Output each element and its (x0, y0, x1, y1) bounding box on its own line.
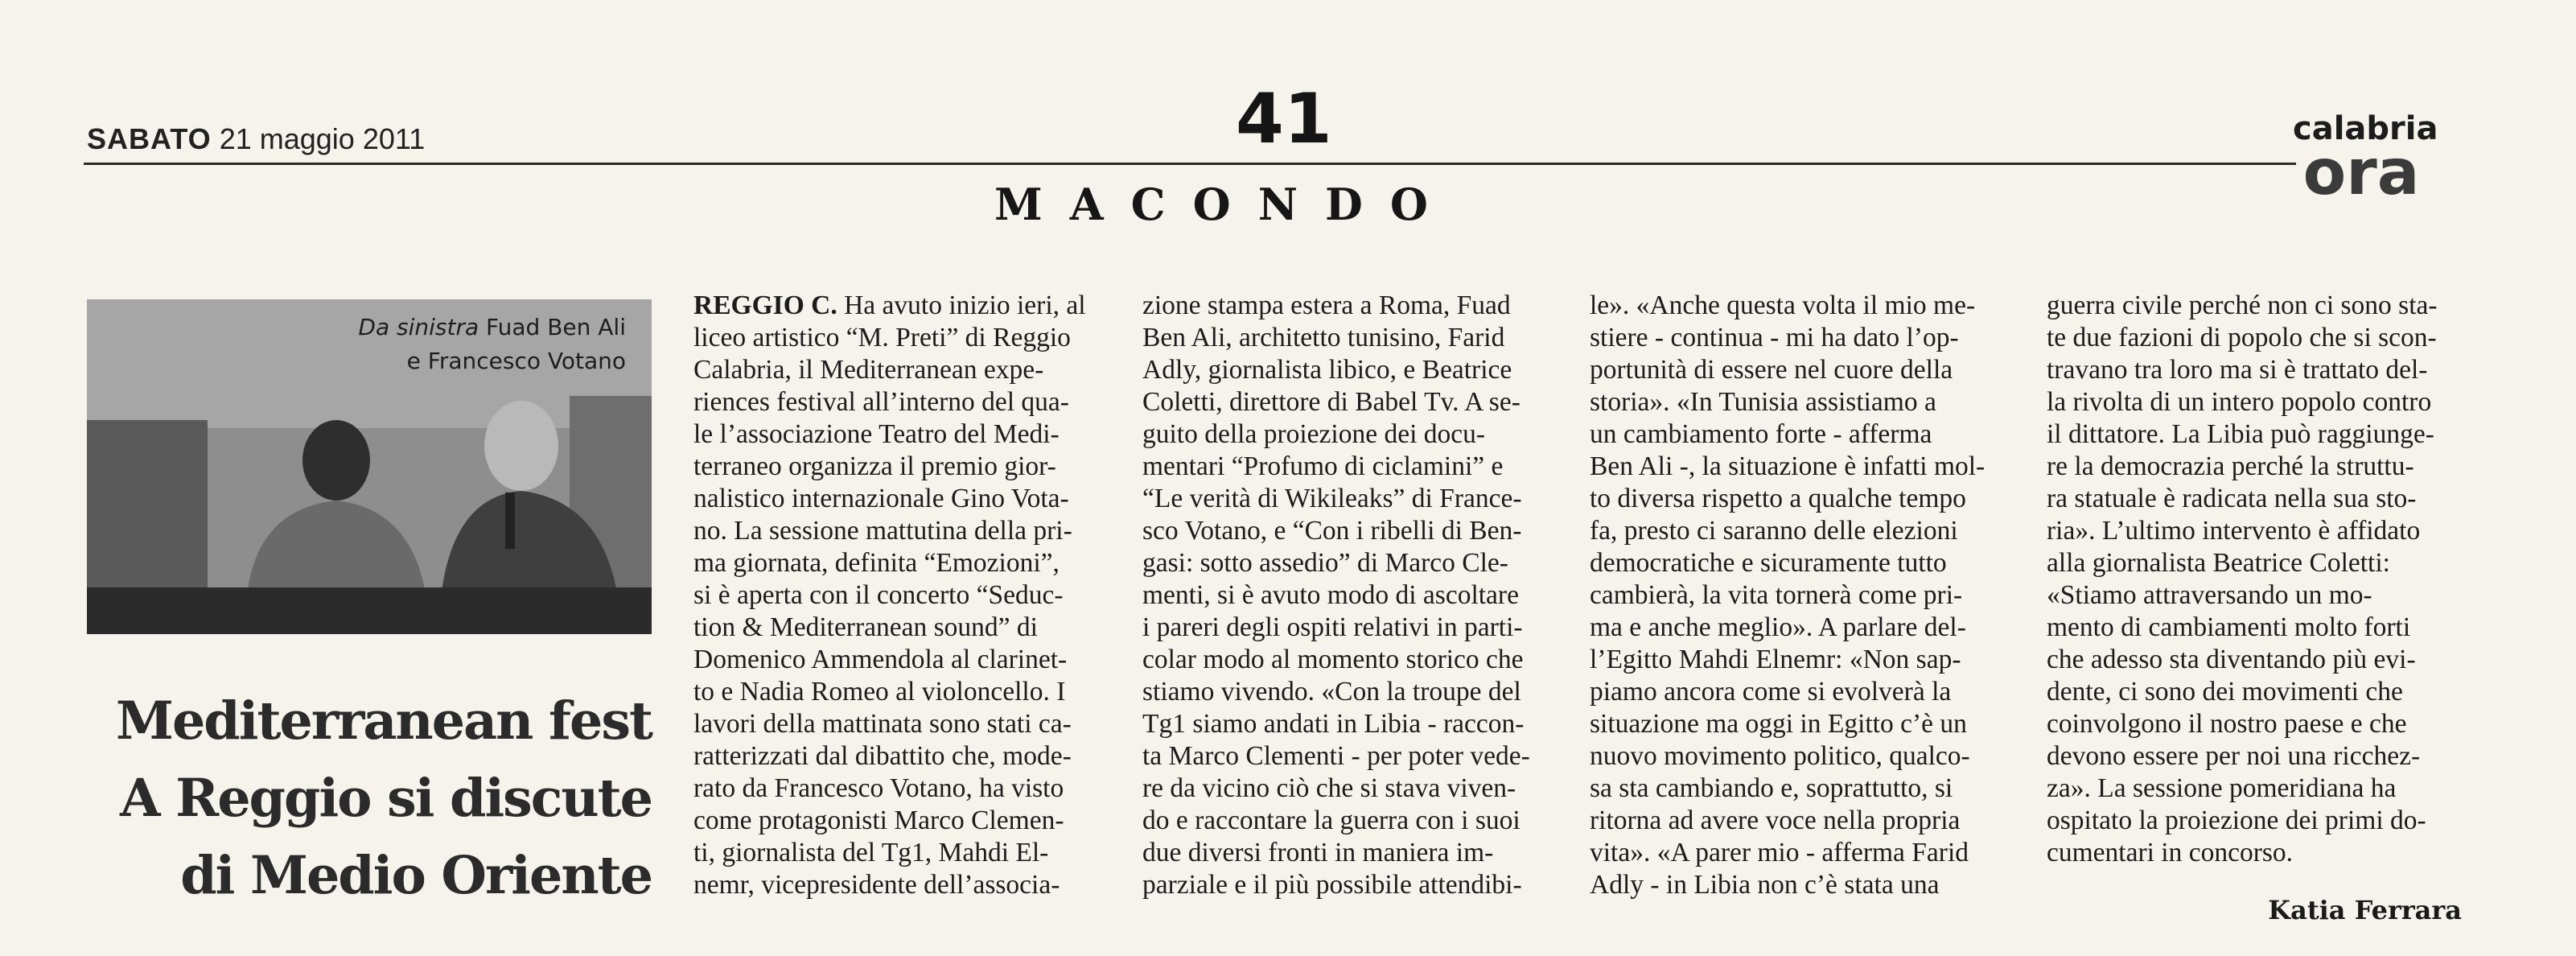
column-line: il dittatore. La Libia può raggiunge- (2047, 419, 2434, 449)
column-line: Domenico Ammendola al clarinet- (693, 645, 1068, 674)
column-line: nuovo movimento politico, qualco- (1590, 741, 1970, 771)
column-line: le l’associazione Teatro del Medi- (693, 419, 1060, 449)
column-line: ratterizzati dal dibattito che, mode- (693, 741, 1072, 771)
article-author: Katia Ferrara (2268, 895, 2462, 925)
column-line: «Stiamo attraversando un mo- (2047, 580, 2372, 610)
column-line: colar modo al momento storico che (1142, 645, 1524, 674)
column-line: alla giornalista Beatrice Coletti: (2047, 548, 2390, 578)
column-line: i pareri degli ospiti relativi in parti- (1142, 612, 1523, 642)
column-line: storia». «In Tunisia assistiamo a (1590, 387, 1936, 417)
column-line: mento di cambiamenti molto forti (2047, 612, 2411, 642)
column-line: dente, ci sono dei movimenti che (2047, 677, 2403, 707)
column-line: sco Votano, e “Con i ribelli di Ben- (1142, 516, 1522, 546)
newspaper-logo (2293, 110, 2438, 209)
article-column-2 (1142, 290, 1567, 901)
headline-line2: A Reggio si discute (120, 768, 652, 829)
column-line: nemr, vicepresidente dell’associa- (693, 870, 1060, 900)
column-line: lavori della mattinata sono stati ca- (693, 709, 1072, 739)
column-line: menti, si è avuto modo di ascoltare (1142, 580, 1519, 610)
column-line: le». «Anche questa volta il mio me- (1590, 291, 1976, 320)
column-line: ra statuale è radicata nella sua sto- (2047, 484, 2417, 513)
column-line: coinvolgono il nostro paese e che (2047, 709, 2407, 739)
headline-line3: di Medio Oriente (180, 845, 652, 906)
article-column-4 (2047, 290, 2471, 869)
column-line: la rivolta di un intero popolo contro (2047, 387, 2432, 417)
column-line: za». La sessione pomeridiana ha (2047, 773, 2397, 803)
headline-line1: Mediterranean fest (116, 690, 652, 752)
column-line: due diversi fronti in maniera im- (1142, 838, 1494, 867)
header-rule (84, 163, 2296, 165)
column-line: ti, giornalista del Tg1, Mahdi El- (693, 838, 1049, 867)
column-line: stiamo vivendo. «Con la troupe del (1142, 677, 1521, 707)
column-line: guerra civile perché non ci sono sta- (2047, 291, 2438, 320)
column-line: gasi: sotto assedio” di Marco Cle- (1142, 548, 1508, 578)
column-line: REGGIO C. Ha avuto inizio ieri, al (693, 291, 1086, 320)
logo-bottom-word: ora (2302, 137, 2420, 209)
column-line: devono essere per noi una ricchez- (2047, 741, 2421, 771)
column-line: mentari “Profumo di ciclamini” e (1142, 451, 1504, 481)
column-line: portunità di essere nel cuore della (1590, 355, 1953, 385)
article-column-3 (1590, 290, 2014, 901)
column-line: zione stampa estera a Roma, Fuad (1142, 291, 1511, 320)
column-line: no. La sessione mattutina della pri- (693, 516, 1072, 546)
column-line: sa sta cambiando e, soprattutto, si (1590, 773, 1953, 803)
column-line: che adesso sta diventando più evi- (2047, 645, 2416, 674)
column-line: Tg1 siamo andati in Libia - raccon- (1142, 709, 1525, 739)
column-line: l’Egitto Mahdi Elnemr: «Non sap- (1590, 645, 1961, 674)
column-line: situazione ma oggi in Egitto c’è un (1590, 709, 1967, 739)
caption-lead: Da sinistra (358, 314, 479, 340)
column-line: to diversa rispetto a qualche tempo (1590, 484, 1966, 513)
column-line: liceo artistico “M. Preti” di Reggio (693, 323, 1071, 352)
column-line: parziale e il più possibile attendibi- (1142, 870, 1522, 900)
column-line: Adly, giornalista libico, e Beatrice (1142, 355, 1512, 385)
photo-caption (358, 311, 626, 378)
column-line: terraneo organizza il premio gior- (693, 451, 1056, 481)
logo-top-word: calabria (2293, 110, 2438, 147)
column-line: do e raccontare la guerra con i suoi (1142, 806, 1520, 835)
column-line: re da vicino ciò che si stava viven- (1142, 773, 1516, 803)
column-line: ma giornata, definita “Emozioni”, (693, 548, 1060, 578)
column-line: riences festival all’interno del qua- (693, 387, 1069, 417)
column-line: come protagonisti Marco Clemen- (693, 806, 1064, 835)
column-line: vita». «A parer mio - afferma Farid (1590, 838, 1969, 867)
column-line: to e Nadia Romeo al violoncello. I (693, 677, 1066, 707)
column-line: re la democrazia perché la struttu- (2047, 451, 2414, 481)
column-line: si è aperta con il concerto “Seduc- (693, 580, 1064, 610)
column-line: Coletti, direttore di Babel Tv. A se- (1142, 387, 1520, 417)
column-line: fa, presto ci saranno delle elezioni (1590, 516, 1958, 546)
column-line: Ben Ali, architetto tunisino, Farid (1142, 323, 1505, 352)
column-line: ma e anche meglio». A parlare del- (1590, 612, 1966, 642)
column-line: Adly - in Libia non c’è stata una (1590, 870, 1940, 900)
column-line: stiere - continua - mi ha dato l’op- (1590, 323, 1959, 352)
caption-line1: Fuad Ben Ali (486, 314, 626, 340)
column-line: rato da Francesco Votano, ha visto (693, 773, 1064, 803)
issue-day: SABATO (87, 122, 212, 155)
column-line: democratiche e sicuramente tutto (1590, 548, 1947, 578)
column-line: ria». L’ultimo intervento è affidato (2047, 516, 2421, 546)
column-line: ritorna ad avere voce nella propria (1590, 806, 1961, 835)
column-line: tion & Mediterranean sound” di (693, 612, 1038, 642)
column-line: ta Marco Clementi - per poter vede- (1142, 741, 1530, 771)
article-photo (87, 299, 652, 634)
issue-date (87, 122, 425, 156)
page-number: 41 (1236, 79, 1332, 159)
column-line: “Le verità di Wikileaks” di France- (1142, 484, 1522, 513)
column-line: travano tra loro ma si è trattato del- (2047, 355, 2428, 385)
column-line: un cambiamento forte - afferma (1590, 419, 1932, 449)
column-line: nalistico internazionale Gino Vota- (693, 484, 1069, 513)
column-line: cambierà, la vita tornerà come pri- (1590, 580, 1963, 610)
column-line: guito della proiezione dei docu- (1142, 419, 1486, 449)
section-title: MACONDO (994, 179, 1455, 230)
article-column-1 (693, 290, 1118, 901)
column-line: piamo ancora come si evolverà la (1590, 677, 1952, 707)
article-city: REGGIO C. (693, 291, 837, 320)
column-line: te due fazioni di popolo che si scon- (2047, 323, 2437, 352)
issue-date-text: 21 maggio 2011 (219, 122, 426, 155)
article-headline (87, 682, 652, 914)
column-line: Calabria, il Mediterranean expe- (693, 355, 1044, 385)
column-line: cumentari in concorso. (2047, 838, 2294, 867)
column-line: ospitato la proiezione dei primi do- (2047, 806, 2426, 835)
column-line: Ben Ali -, la situazione è infatti mol- (1590, 451, 1985, 481)
caption-line2: e Francesco Votano (406, 348, 626, 374)
